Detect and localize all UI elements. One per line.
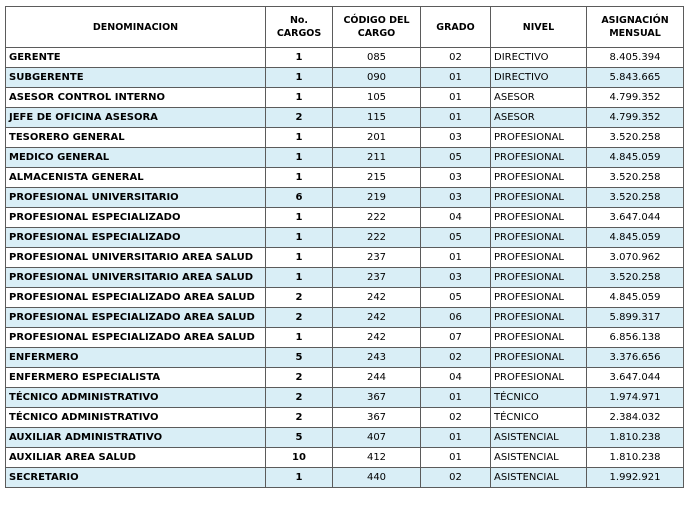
cell-asignacion: 3.070.962 xyxy=(587,248,684,268)
cell-nivel: ASESOR xyxy=(491,88,587,108)
cell-nivel: PROFESIONAL xyxy=(491,288,587,308)
cell-cargos: 1 xyxy=(266,468,333,488)
table-row xyxy=(6,168,684,188)
cell-denominacion: PROFESIONAL UNIVERSITARIO xyxy=(6,188,266,208)
table-row xyxy=(6,188,684,208)
cell-denominacion: ALMACENISTA GENERAL xyxy=(6,168,266,188)
cell-cargos: 1 xyxy=(266,88,333,108)
cell-asignacion: 3.376.656 xyxy=(587,348,684,368)
cell-nivel: PROFESIONAL xyxy=(491,168,587,188)
header-grado: GRADO xyxy=(421,7,491,48)
cell-asignacion: 8.405.394 xyxy=(587,48,684,68)
cell-asignacion: 4.799.352 xyxy=(587,88,684,108)
cell-nivel: PROFESIONAL xyxy=(491,268,587,288)
cell-codigo: 237 xyxy=(333,268,421,288)
cell-cargos: 1 xyxy=(266,128,333,148)
table-row xyxy=(6,368,684,388)
cell-grado: 02 xyxy=(421,468,491,488)
cell-asignacion: 3.520.258 xyxy=(587,268,684,288)
cell-denominacion: PROFESIONAL ESPECIALIZADO AREA SALUD xyxy=(6,328,266,348)
table-row xyxy=(6,268,684,288)
cell-nivel: ASISTENCIAL xyxy=(491,448,587,468)
table-row xyxy=(6,68,684,88)
cell-cargos: 1 xyxy=(266,328,333,348)
cell-nivel: TÉCNICO xyxy=(491,388,587,408)
cell-cargos: 1 xyxy=(266,48,333,68)
table-row xyxy=(6,288,684,308)
cell-asignacion: 4.799.352 xyxy=(587,108,684,128)
table-row xyxy=(6,308,684,328)
cell-codigo: 211 xyxy=(333,148,421,168)
cell-nivel: PROFESIONAL xyxy=(491,148,587,168)
table-row xyxy=(6,108,684,128)
cell-denominacion: PROFESIONAL UNIVERSITARIO AREA SALUD xyxy=(6,248,266,268)
cell-denominacion: JEFE DE OFICINA ASESORA xyxy=(6,108,266,128)
cell-asignacion: 1.974.971 xyxy=(587,388,684,408)
table-row xyxy=(6,328,684,348)
cell-grado: 02 xyxy=(421,408,491,428)
cell-denominacion: TESORERO GENERAL xyxy=(6,128,266,148)
table-row xyxy=(6,468,684,488)
cell-cargos: 1 xyxy=(266,228,333,248)
cell-nivel: PROFESIONAL xyxy=(491,208,587,228)
cell-codigo: 242 xyxy=(333,288,421,308)
cell-asignacion: 3.520.258 xyxy=(587,128,684,148)
cell-denominacion: SUBGERENTE xyxy=(6,68,266,88)
cell-codigo: 237 xyxy=(333,248,421,268)
cell-grado: 05 xyxy=(421,148,491,168)
cell-codigo: 219 xyxy=(333,188,421,208)
table-row xyxy=(6,408,684,428)
cell-grado: 01 xyxy=(421,448,491,468)
cell-asignacion: 1.810.238 xyxy=(587,428,684,448)
cell-denominacion: ENFERMERO ESPECIALISTA xyxy=(6,368,266,388)
cell-codigo: 367 xyxy=(333,388,421,408)
cell-cargos: 6 xyxy=(266,188,333,208)
cell-denominacion: MEDICO GENERAL xyxy=(6,148,266,168)
cell-cargos: 5 xyxy=(266,428,333,448)
cell-asignacion: 2.384.032 xyxy=(587,408,684,428)
cell-asignacion: 1.992.921 xyxy=(587,468,684,488)
table-row xyxy=(6,248,684,268)
cell-grado: 06 xyxy=(421,308,491,328)
cell-cargos: 2 xyxy=(266,288,333,308)
cell-asignacion: 3.647.044 xyxy=(587,208,684,228)
cell-nivel: TÉCNICO xyxy=(491,408,587,428)
cell-codigo: 242 xyxy=(333,308,421,328)
table-row xyxy=(6,448,684,468)
cell-asignacion: 3.520.258 xyxy=(587,168,684,188)
table-row xyxy=(6,148,684,168)
cell-cargos: 1 xyxy=(266,268,333,288)
cell-codigo: 367 xyxy=(333,408,421,428)
cell-grado: 04 xyxy=(421,208,491,228)
header-asignacion: ASIGNACIÓN MENSUAL xyxy=(587,7,684,48)
cell-denominacion: PROFESIONAL UNIVERSITARIO AREA SALUD xyxy=(6,268,266,288)
cell-cargos: 10 xyxy=(266,448,333,468)
cargos-table xyxy=(5,6,684,488)
table-row xyxy=(6,388,684,408)
cell-grado: 03 xyxy=(421,128,491,148)
cell-cargos: 2 xyxy=(266,108,333,128)
cell-grado: 05 xyxy=(421,288,491,308)
cell-codigo: 243 xyxy=(333,348,421,368)
cell-denominacion: ASESOR CONTROL INTERNO xyxy=(6,88,266,108)
cell-asignacion: 1.810.238 xyxy=(587,448,684,468)
cell-codigo: 222 xyxy=(333,208,421,228)
cell-denominacion: TÉCNICO ADMINISTRATIVO xyxy=(6,388,266,408)
cell-grado: 03 xyxy=(421,188,491,208)
cell-cargos: 2 xyxy=(266,308,333,328)
cell-codigo: 115 xyxy=(333,108,421,128)
cell-denominacion: GERENTE xyxy=(6,48,266,68)
cell-nivel: PROFESIONAL xyxy=(491,308,587,328)
cell-asignacion: 3.520.258 xyxy=(587,188,684,208)
cell-nivel: PROFESIONAL xyxy=(491,248,587,268)
cell-grado: 01 xyxy=(421,68,491,88)
cell-asignacion: 4.845.059 xyxy=(587,288,684,308)
header-row xyxy=(6,7,684,48)
cell-cargos: 2 xyxy=(266,388,333,408)
cell-grado: 03 xyxy=(421,268,491,288)
table-row xyxy=(6,228,684,248)
cargos-table-container xyxy=(5,6,684,488)
cell-denominacion: PROFESIONAL ESPECIALIZADO xyxy=(6,228,266,248)
cell-cargos: 2 xyxy=(266,408,333,428)
cell-nivel: PROFESIONAL xyxy=(491,328,587,348)
cell-denominacion: SECRETARIO xyxy=(6,468,266,488)
table-row xyxy=(6,208,684,228)
header-nivel: NIVEL xyxy=(491,7,587,48)
cell-nivel: PROFESIONAL xyxy=(491,368,587,388)
cell-denominacion: AUXILIAR ADMINISTRATIVO xyxy=(6,428,266,448)
cell-denominacion: PROFESIONAL ESPECIALIZADO AREA SALUD xyxy=(6,308,266,328)
cell-codigo: 222 xyxy=(333,228,421,248)
cell-nivel: DIRECTIVO xyxy=(491,48,587,68)
cell-nivel: ASESOR xyxy=(491,108,587,128)
cell-grado: 02 xyxy=(421,48,491,68)
cell-cargos: 5 xyxy=(266,348,333,368)
cell-codigo: 201 xyxy=(333,128,421,148)
header-codigo: CÓDIGO DEL CARGO xyxy=(333,7,421,48)
cell-cargos: 1 xyxy=(266,68,333,88)
cell-codigo: 215 xyxy=(333,168,421,188)
cell-denominacion: TÉCNICO ADMINISTRATIVO xyxy=(6,408,266,428)
cell-grado: 01 xyxy=(421,108,491,128)
table-row xyxy=(6,128,684,148)
cell-asignacion: 3.647.044 xyxy=(587,368,684,388)
cell-grado: 01 xyxy=(421,388,491,408)
cell-codigo: 407 xyxy=(333,428,421,448)
cell-codigo: 440 xyxy=(333,468,421,488)
cell-nivel: PROFESIONAL xyxy=(491,348,587,368)
cell-codigo: 412 xyxy=(333,448,421,468)
cell-asignacion: 4.845.059 xyxy=(587,148,684,168)
cell-cargos: 1 xyxy=(266,248,333,268)
table-row xyxy=(6,348,684,368)
cell-nivel: PROFESIONAL xyxy=(491,228,587,248)
cell-codigo: 105 xyxy=(333,88,421,108)
cell-nivel: ASISTENCIAL xyxy=(491,428,587,448)
cell-nivel: DIRECTIVO xyxy=(491,68,587,88)
cell-codigo: 244 xyxy=(333,368,421,388)
cell-denominacion: PROFESIONAL ESPECIALIZADO xyxy=(6,208,266,228)
cell-cargos: 2 xyxy=(266,368,333,388)
cell-cargos: 1 xyxy=(266,208,333,228)
cell-asignacion: 5.843.665 xyxy=(587,68,684,88)
cell-grado: 01 xyxy=(421,248,491,268)
cell-grado: 01 xyxy=(421,428,491,448)
cell-asignacion: 5.899.317 xyxy=(587,308,684,328)
cell-cargos: 1 xyxy=(266,168,333,188)
header-denominacion: DENOMINACION xyxy=(6,7,266,48)
cell-denominacion: ENFERMERO xyxy=(6,348,266,368)
cell-denominacion: AUXILIAR AREA SALUD xyxy=(6,448,266,468)
table-row xyxy=(6,48,684,68)
table-row xyxy=(6,428,684,448)
cell-denominacion: PROFESIONAL ESPECIALIZADO AREA SALUD xyxy=(6,288,266,308)
cell-cargos: 1 xyxy=(266,148,333,168)
cell-grado: 04 xyxy=(421,368,491,388)
cell-grado: 05 xyxy=(421,228,491,248)
cell-nivel: ASISTENCIAL xyxy=(491,468,587,488)
cell-nivel: PROFESIONAL xyxy=(491,128,587,148)
cell-asignacion: 6.856.138 xyxy=(587,328,684,348)
cell-codigo: 242 xyxy=(333,328,421,348)
cell-grado: 01 xyxy=(421,88,491,108)
cell-grado: 02 xyxy=(421,348,491,368)
cell-grado: 03 xyxy=(421,168,491,188)
cell-codigo: 090 xyxy=(333,68,421,88)
table-row xyxy=(6,88,684,108)
cell-grado: 07 xyxy=(421,328,491,348)
header-cargos: No. CARGOS xyxy=(266,7,333,48)
cell-codigo: 085 xyxy=(333,48,421,68)
cell-asignacion: 4.845.059 xyxy=(587,228,684,248)
cell-nivel: PROFESIONAL xyxy=(491,188,587,208)
